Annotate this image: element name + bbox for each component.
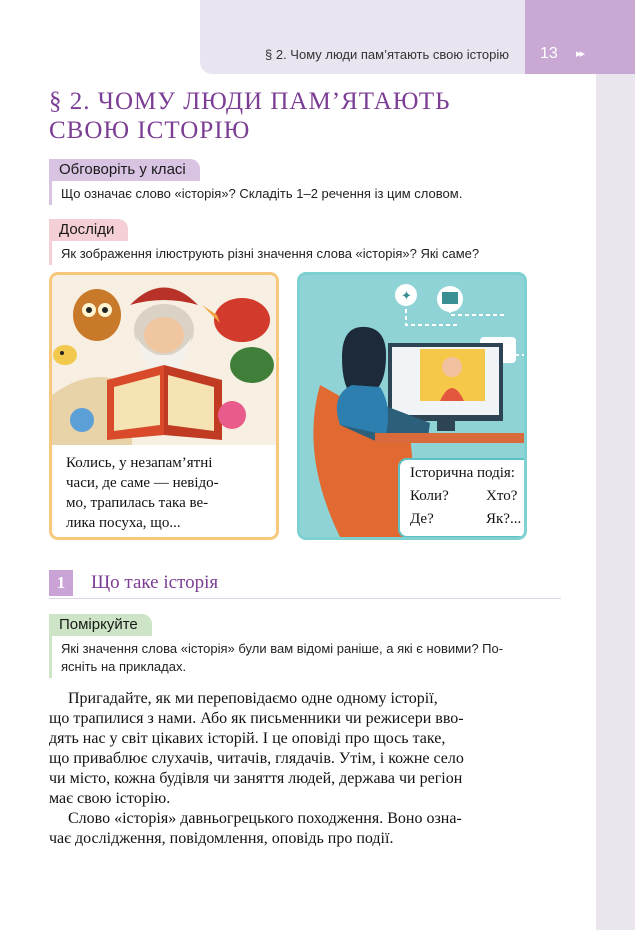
think-rubric-text-line-2: ясніть на прикладах. (61, 659, 187, 674)
running-header-title: § 2. Чому люди пам’ятають свою історію (265, 47, 510, 62)
side-margin-strip (596, 74, 635, 930)
section-divider (49, 598, 561, 599)
storyteller-illustration (52, 275, 276, 445)
discuss-rubric-text: Що означає слово «історія»? Складіть 1–2 речення із цим словом. (61, 186, 463, 201)
think-rubric-line (49, 636, 52, 678)
explore-rubric-line (49, 241, 52, 265)
storyteller-caption-line-2: часи, де саме — невідо- (66, 475, 219, 491)
page-title (49, 87, 469, 145)
explore-rubric-label: Досліди (49, 219, 128, 241)
event-box-title: Історична подія: (410, 465, 515, 481)
section-number-badge: 1 (49, 570, 73, 596)
body-line-1: Пригадайте, як ми переповідаємо одне одному історії, (68, 690, 438, 707)
think-rubric-label: Поміркуйте (49, 614, 152, 636)
question-how: Як?... (486, 511, 522, 527)
discuss-rubric-label: Обговоріть у класі (49, 159, 200, 181)
online-lesson-card (297, 272, 527, 540)
discuss-rubric-line (49, 181, 52, 205)
running-header-bar (200, 0, 530, 74)
page-title-line-2: СВОЮ ІСТОРІЮ (49, 117, 251, 144)
page-title-line-1: § 2. ЧОМУ ЛЮДИ ПАМ’ЯТАЮТЬ (49, 88, 451, 115)
body-line-7: Слово «історія» давньогрецького походження. Воно озна- (68, 810, 462, 827)
explore-rubric-text: Як зображення ілюструють різні значення слова «історія»? Які саме? (61, 246, 480, 261)
question-who: Хто? (486, 488, 518, 504)
svg-text:✦: ✦ (401, 289, 412, 304)
body-line-6: має свою історію. (49, 790, 171, 807)
think-rubric-text-line-1: Які значення слова «історія» були вам відомі раніше, а які є новими? По- (61, 641, 504, 656)
body-line-4: що приваблює слухачів, читачів, глядачів. Утім, і кожне село (49, 750, 464, 767)
question-when: Коли? (410, 488, 449, 504)
section-title: Що таке історія (91, 572, 219, 593)
storyteller-card (49, 272, 279, 540)
page-number: 13 (540, 45, 558, 62)
historical-event-box (398, 458, 527, 538)
storyteller-caption-line-4: лика посуха, що... (66, 515, 181, 531)
body-line-3: дять нас у світ цікавих історій. І це оповіді про щось таке, (49, 730, 446, 747)
body-line-5: чи місто, кожна будівля чи заняття людей, держава чи регіон (49, 770, 463, 787)
next-page-arrows-icon: ▸▸ (576, 48, 584, 60)
storyteller-caption-line-3: мо, трапилась така ве- (66, 495, 209, 511)
body-line-2: що трапилися з нами. Або як письменники чи режисери вво- (49, 710, 464, 727)
storyteller-caption-line-1: Колись, у незапам’ятні (66, 455, 213, 471)
question-where: Де? (410, 511, 434, 527)
body-line-8: чає дослідження, повідомлення, оповідь про події. (49, 830, 394, 847)
